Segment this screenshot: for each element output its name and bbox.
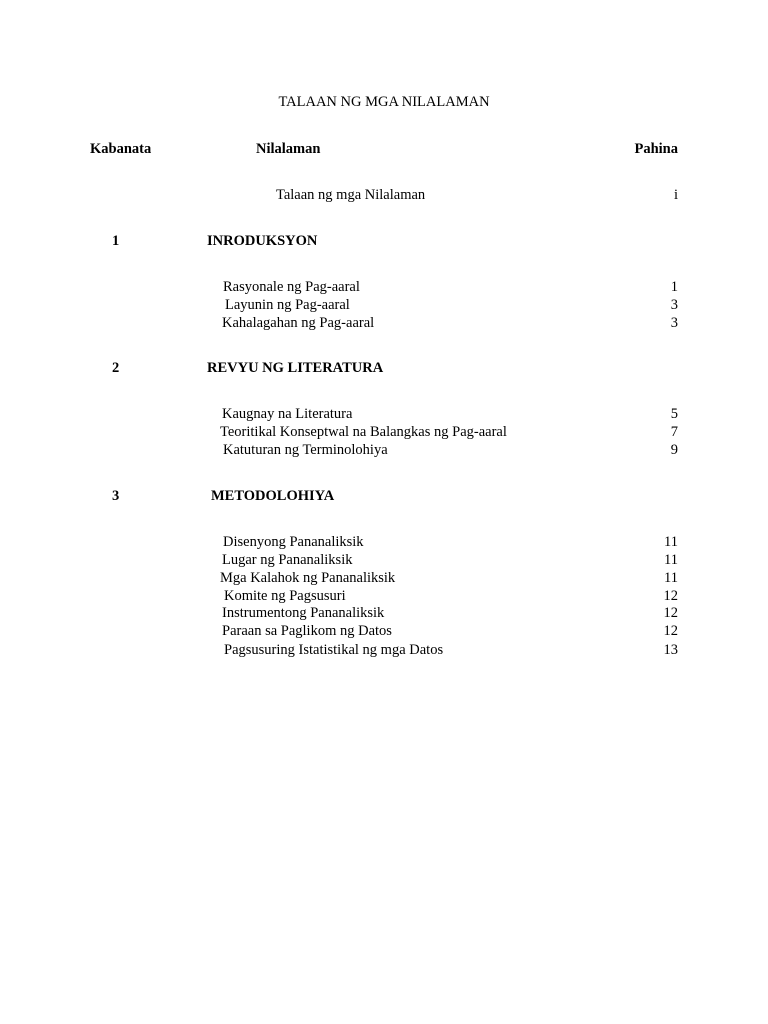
toc-entry-label: Teoritikal Konseptwal na Balangkas ng Pag-aaral — [220, 424, 507, 440]
chapter-number: 1 — [112, 233, 120, 249]
toc-entry-label: Disenyong Pananaliksik — [223, 534, 364, 550]
toc-entry-label: Pagsusuring Istatistikal ng mga Datos — [224, 642, 444, 658]
toc-entry-page: 13 — [663, 642, 678, 658]
chapter-number: 2 — [112, 360, 120, 376]
toc-entry-page: 7 — [670, 424, 678, 440]
header-nilalaman: Nilalaman — [256, 141, 321, 157]
toc-front-page: i — [673, 187, 678, 203]
toc-entry-page: 11 — [664, 552, 678, 568]
toc-entry-label: Kahalagahan ng Pag-aaral — [222, 315, 375, 331]
toc-entry-label: Layunin ng Pag-aaral — [225, 297, 350, 313]
toc-entry-page: 3 — [670, 315, 678, 331]
header-kabanata: Kabanata — [90, 141, 152, 157]
chapter-title: INRODUKSYON — [207, 233, 318, 249]
toc-entry-label: Kaugnay na Literatura — [222, 406, 353, 422]
toc-entry-label: Rasyonale ng Pag-aaral — [223, 279, 360, 295]
toc-front-label: Talaan ng mga Nilalaman — [276, 187, 426, 203]
toc-entry-page: 11 — [664, 534, 678, 550]
chapter-title: METODOLOHIYA — [211, 488, 335, 504]
toc-entry-page: 3 — [670, 297, 678, 313]
toc-entry-label: Mga Kalahok ng Pananaliksik — [220, 570, 396, 586]
toc-entry-label: Lugar ng Pananaliksik — [222, 552, 353, 568]
page-title: TALAAN NG MGA NILALAMAN — [278, 94, 490, 110]
header-pahina: Pahina — [634, 141, 678, 157]
toc-entry-page: 11 — [664, 570, 678, 586]
toc-entry-page: 12 — [663, 605, 678, 621]
toc-entry-page: 9 — [670, 442, 678, 458]
toc-entry-page: 1 — [670, 279, 678, 295]
toc-entry-page: 5 — [670, 406, 678, 422]
toc-entry-label: Komite ng Pagsusuri — [224, 588, 346, 604]
toc-entry-label: Paraan sa Paglikom ng Datos — [222, 623, 392, 639]
toc-entry-label: Katuturan ng Terminolohiya — [223, 442, 388, 458]
toc-entry-page: 12 — [663, 623, 678, 639]
chapter-number: 3 — [112, 488, 120, 504]
toc-entry-label: Instrumentong Pananaliksik — [222, 605, 385, 621]
toc-entry-page: 12 — [663, 588, 678, 604]
chapter-title: REVYU NG LITERATURA — [207, 360, 384, 376]
